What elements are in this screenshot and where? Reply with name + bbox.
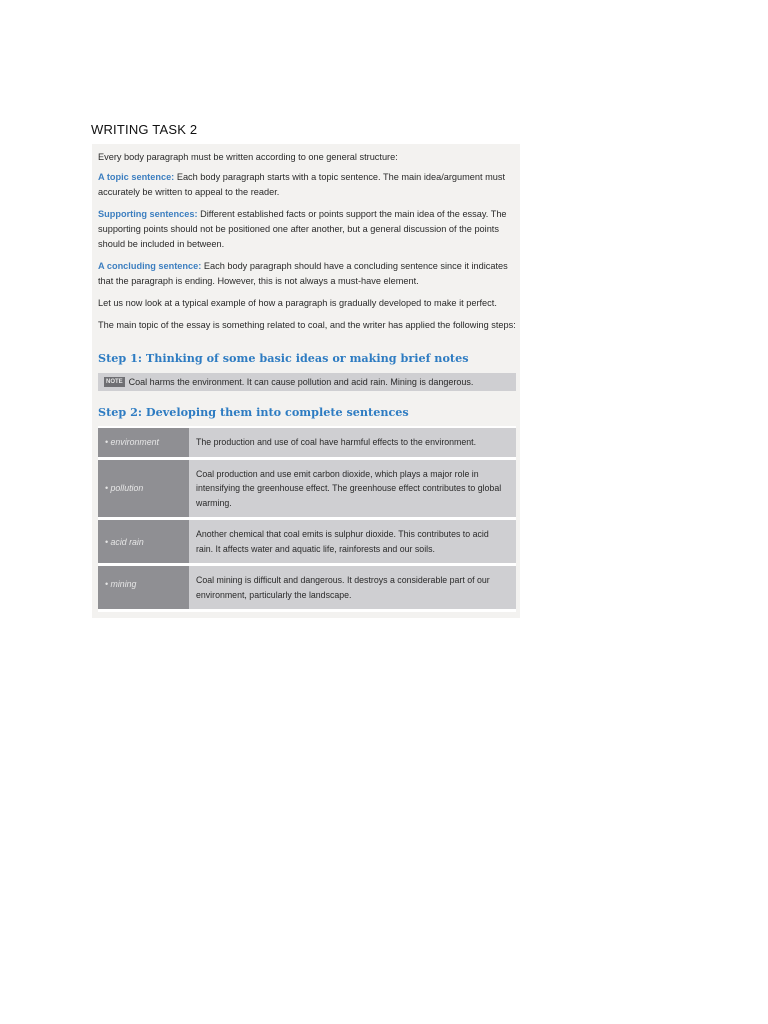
step1-heading: Step 1: Thinking of some basic ideas or making brief notes bbox=[98, 351, 469, 365]
table-row bbox=[98, 428, 516, 460]
table-row bbox=[98, 520, 516, 566]
step2-table bbox=[98, 426, 516, 612]
concluding-sentence-text: Each body paragraph should have a concluding sentence since it indicates that the paragraph is ending. However, this is not always a must-have element. bbox=[98, 261, 508, 286]
row-text-pollution: Coal production and use emit carbon dioxide, which plays a major role in intensifying the greenhouse effect. The greenhouse effect contributes to global warming. bbox=[189, 460, 516, 518]
intro-paragraph: Every body paragraph must be written according to one general structure: bbox=[98, 152, 398, 162]
table-row bbox=[98, 460, 516, 521]
topic-sentence-paragraph bbox=[98, 170, 516, 200]
row-label-environment: • environment bbox=[98, 428, 189, 457]
topic-sentence-term: A topic sentence: bbox=[98, 172, 175, 182]
note-icon: NOTE bbox=[106, 379, 123, 385]
row-text-environment: The production and use of coal have harmful effects to the environment. bbox=[189, 428, 516, 457]
topic-intro-paragraph: The main topic of the essay is something related to coal, and the writer has applied the following steps: bbox=[98, 320, 516, 330]
concluding-sentence-term: A concluding sentence: bbox=[98, 261, 202, 271]
scanned-textbook-excerpt bbox=[92, 144, 520, 618]
row-label-acid-rain: • acid rain bbox=[98, 520, 189, 563]
table-row bbox=[98, 566, 516, 612]
row-label-pollution: • pollution bbox=[98, 460, 189, 518]
step2-heading: Step 2: Developing them into complete sentences bbox=[98, 405, 409, 419]
step1-note-text: Coal harms the environment. It can cause pollution and acid rain. Mining is dangerous. bbox=[128, 377, 474, 387]
row-label-mining: • mining bbox=[98, 566, 189, 609]
concluding-sentence-paragraph bbox=[98, 259, 516, 289]
example-intro-paragraph: Let us now look at a typical example of how a paragraph is gradually developed to make it perfect. bbox=[98, 298, 497, 308]
supporting-sentences-text: Different established facts or points support the main idea of the essay. The supporting points should not be positioned one after another, but a general discussion of the points should be included in between. bbox=[98, 209, 507, 249]
supporting-sentences-term: Supporting sentences: bbox=[98, 209, 198, 219]
supporting-sentences-paragraph bbox=[98, 207, 516, 252]
topic-sentence-text: Each body paragraph starts with a topic sentence. The main idea/argument must accurately be written to appeal to the reader. bbox=[98, 172, 506, 197]
page-title: WRITING TASK 2 bbox=[91, 122, 198, 137]
step1-note-box bbox=[98, 373, 516, 391]
row-text-mining: Coal mining is difficult and dangerous. It destroys a considerable part of our environment, particularly the landscape. bbox=[189, 566, 516, 609]
row-text-acid-rain: Another chemical that coal emits is sulphur dioxide. This contributes to acid rain. It affects water and aquatic life, rainforests and our soils. bbox=[189, 520, 516, 563]
